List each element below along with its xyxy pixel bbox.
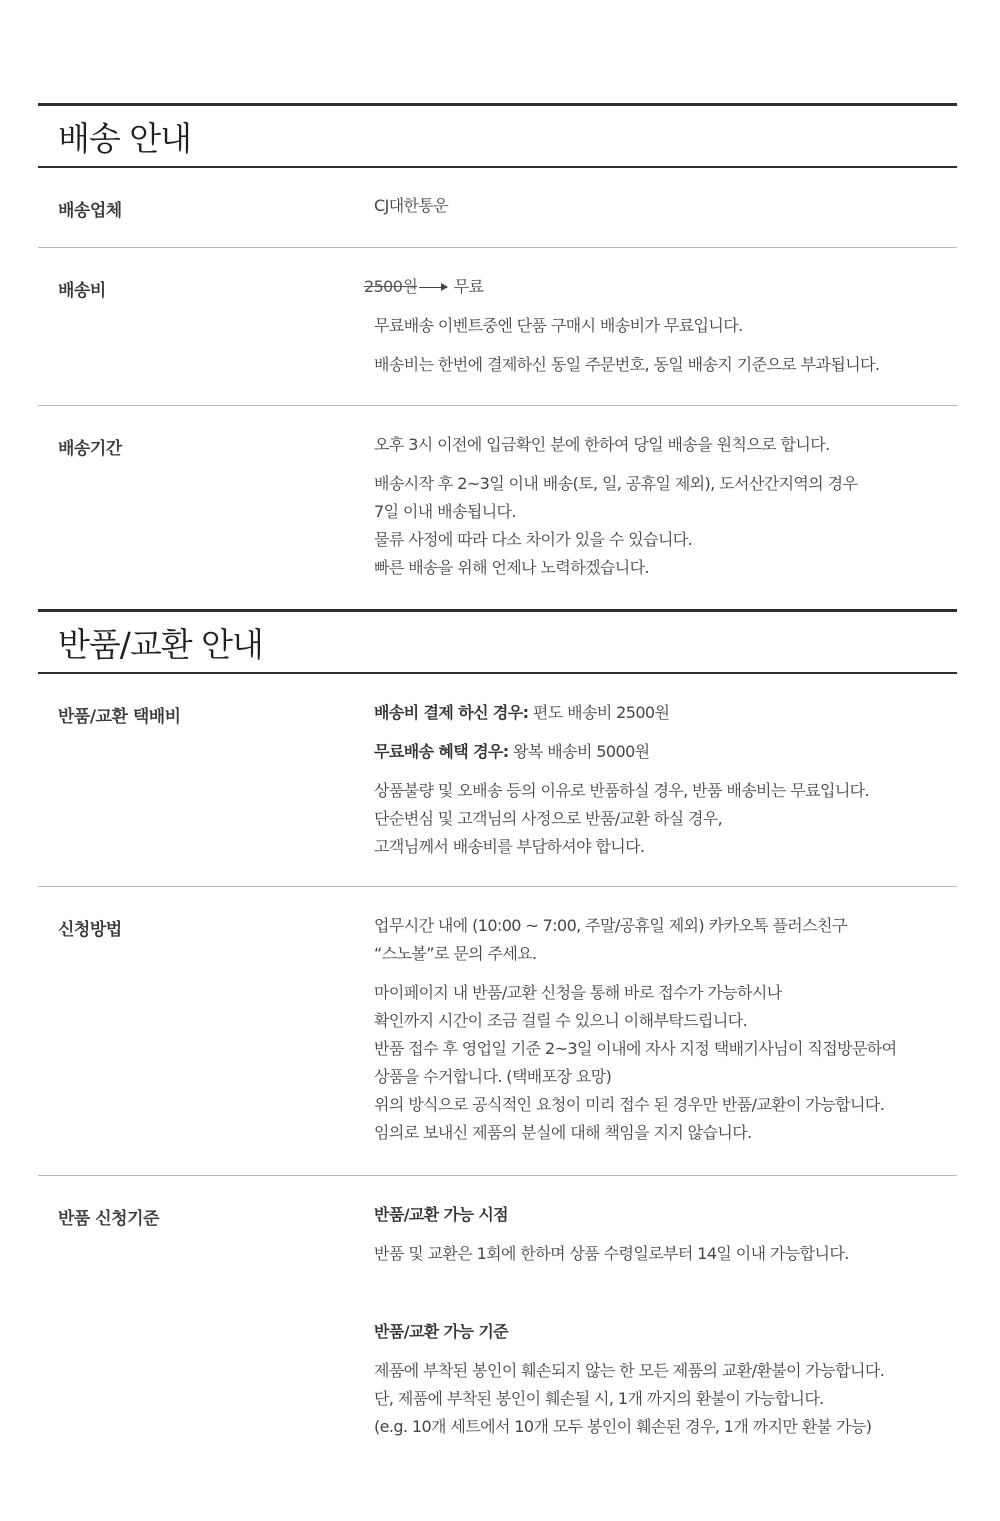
shipping-carrier-row: [38, 168, 957, 248]
returns-when-text: 반품 및 교환은 1회에 한하며 상품 수령일로부터 14일 이내 가능합니다.: [374, 1244, 849, 1263]
returns-fee-body: [374, 699, 954, 861]
returns-fee-line: 단순변심 및 고객님의 사정으로 반품/교환 하실 경우,: [374, 809, 723, 828]
shipping-period-label: 배송기간: [58, 439, 122, 459]
returns-section-header: [38, 609, 957, 674]
returns-section-title: 반품/교환 안내: [58, 624, 263, 664]
shipping-carrier-body: [374, 192, 954, 220]
returns-method-line: 위의 방식으로 공식적인 요청이 미리 접수 된 경우만 반품/교환이 가능합니다.: [374, 1095, 885, 1114]
returns-fee-label: 반품/교환 택배비: [58, 707, 181, 727]
returns-method-body: [374, 912, 954, 1147]
returns-method-line: “스노볼”로 문의 주세요.: [374, 944, 537, 963]
returns-fee-row: [38, 674, 957, 887]
shipping-period-line: 오후 3시 이전에 입금확인 분에 한하여 당일 배송을 원칙으로 합니다.: [374, 435, 830, 454]
returns-section: [38, 609, 957, 1456]
returns-method-row: [38, 887, 957, 1176]
returns-method-paragraph: [374, 979, 954, 1147]
shipping-period-body: [374, 431, 954, 582]
shipping-period-line: 빠른 배송을 위해 언제나 노력하겠습니다.: [374, 558, 649, 577]
returns-rule-title: 반품/교환 가능 기준: [374, 1322, 509, 1341]
returns-fee-free-line: [374, 738, 954, 766]
old-shipping-price: 2500원: [364, 277, 418, 296]
new-shipping-price: 무료: [453, 277, 484, 296]
returns-criteria-body: [374, 1201, 954, 1441]
returns-method-line: 상품을 수거합니다. (택배포장 요망): [374, 1067, 612, 1086]
returns-rule-paragraph: [374, 1357, 954, 1441]
returns-when-title: 반품/교환 가능 시점: [374, 1205, 509, 1224]
shipping-fee-label: 배송비: [58, 281, 106, 301]
shipping-fee-row: [38, 248, 957, 406]
shipping-carrier-value: CJ대한통운: [374, 196, 449, 215]
returns-method-line: 반품 접수 후 영업일 기준 2~3일 이내에 자사 지정 택배기사님이 직접방문하여: [374, 1039, 897, 1058]
returns-fee-free-text: 왕복 배송비 5000원: [508, 742, 650, 761]
shipping-section-title: 배송 안내: [58, 118, 192, 158]
returns-fee-line: 상품불량 및 오배송 등의 이유로 반품하실 경우, 반품 배송비는 무료입니다.: [374, 781, 870, 800]
returns-fee-paid-line: [374, 699, 954, 727]
returns-method-line: 업무시간 내에 (10:00 ~ 7:00, 주말/공휴일 제외) 카카오톡 플러스친구: [374, 916, 847, 935]
returns-method-paragraph: [374, 912, 954, 968]
returns-fee-free-lead: 무료배송 혜택 경우:: [374, 742, 509, 761]
shipping-period-line: 물류 사정에 따라 다소 차이가 있을 수 있습니다.: [374, 530, 693, 549]
shipping-fee-price-line: [364, 273, 954, 301]
shipping-period-line: 7일 이내 배송됩니다.: [374, 502, 516, 521]
shipping-fee-line: 배송비는 한번에 결제하신 동일 주문번호, 동일 배송지 기준으로 부과됩니다.: [374, 355, 880, 374]
returns-method-label: 신청방법: [58, 920, 122, 940]
returns-method-line: 확인까지 시간이 조금 걸릴 수 있으니 이해부탁드립니다.: [374, 1011, 748, 1030]
returns-criteria-label: 반품 신청기준: [58, 1209, 159, 1229]
returns-criteria-row: [38, 1176, 957, 1456]
shipping-section: [38, 103, 957, 610]
shipping-period-line: 배송시작 후 2~3일 이내 배송(토, 일, 공휴일 제외), 도서산간지역의 경우: [374, 474, 858, 493]
returns-rule-line: (e.g. 10개 세트에서 10개 모두 봉인이 훼손된 경우, 1개 까지만 환불 가능): [374, 1417, 872, 1436]
returns-method-line: 임의로 보내신 제품의 분실에 대해 책임을 지지 않습니다.: [374, 1123, 752, 1142]
shipping-period-paragraph: [374, 470, 954, 582]
shipping-period-row: [38, 406, 957, 610]
returns-fee-line: 고객님께서 배송비를 부담하셔야 합니다.: [374, 837, 645, 856]
shipping-carrier-label: 배송업체: [58, 201, 122, 221]
shipping-section-header: [38, 103, 957, 168]
shipping-fee-line: 무료배송 이벤트중엔 단품 구매시 배송비가 무료입니다.: [374, 316, 743, 335]
arrow-right-icon: [419, 287, 447, 288]
returns-fee-paid-text: 편도 배송비 2500원: [528, 703, 670, 722]
returns-method-line: 마이페이지 내 반품/교환 신청을 통해 바로 접수가 가능하시나: [374, 983, 782, 1002]
shipping-fee-body: [364, 273, 954, 379]
returns-fee-paragraph: [374, 777, 954, 861]
returns-fee-paid-lead: 배송비 결제 하신 경우:: [374, 703, 529, 722]
returns-rule-line: 제품에 부착된 봉인이 훼손되지 않는 한 모든 제품의 교환/환불이 가능합니다.: [374, 1361, 885, 1380]
returns-rule-line: 단, 제품에 부착된 봉인이 훼손될 시, 1개 까지의 환불이 가능합니다.: [374, 1389, 824, 1408]
